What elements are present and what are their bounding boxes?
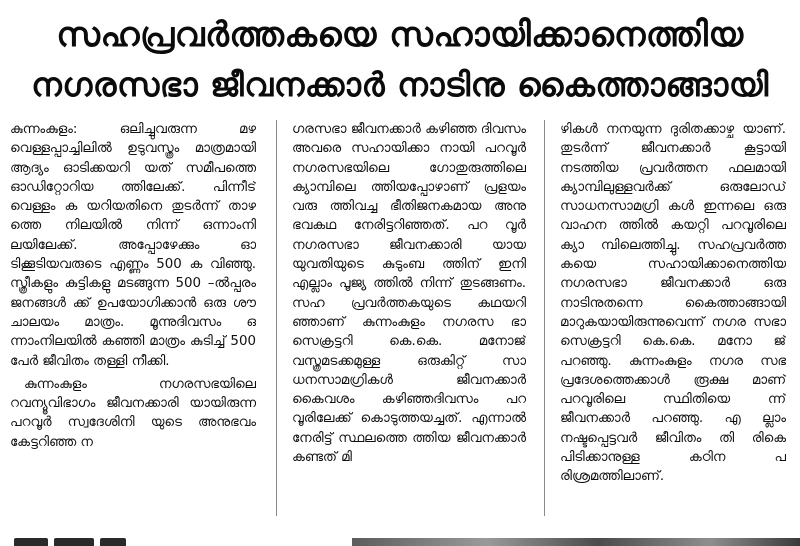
headline-line-1: സഹപ്രവർത്തകയെ സഹായിക്കാനെത്തിയ xyxy=(56,15,744,55)
article-column-2 xyxy=(292,120,526,520)
article-body xyxy=(10,120,786,520)
paragraph: കുന്നംകുളം: ഒലിച്ചുവരുന്ന മഴ വെള്ളപ്പാച്ചിലിൽ ഉടുവസ്ത്രം മാത്രമായി ആദ്യം ഓടിക്കയറി യത് സമീപത്തെ ഓഡിറ്റോറിയ ത്തിലേക്ക്. പിന്നീട് വെള്ളം ക യറിയതിനെ തുടർന്ന് താഴ ത്തെ നിലയിൽ നിന്ന് ഒന്നാംനി ലയിലേക്ക്. അപ്പോഴേക്കും ഓ ടിക്കൂടിയവരുടെ എണ്ണം 500 ക വിഞ്ഞു. സ്ത്രീകളും കുട്ടികളു മടങ്ങുന്ന 500 –ൽപ്പരം ജനങ്ങൾ ക്ക് ഉപയോഗിക്കാൻ ഒരു ശൗ ചാലയം മാത്രം. മൂന്നുദിവസം ഒ ന്നാംനിലയിൽ കഞ്ഞി മാത്രം കുടിച്ച് 500 പേർ ജീവിതം തള്ളി നീക്കി. xyxy=(10,122,256,369)
cropped-photo-edge xyxy=(352,538,800,546)
cropped-heading-fragment xyxy=(14,532,164,546)
paragraph: ഴികൾ നനയുന്ന ദുരിതക്കാഴ്ച യാണ്. തുടർന്ന് ജീവനക്കാർ കൂട്ടായി നടത്തിയ പ്രവർത്തന ഫലമായി ക്യാമ്പിലുള്ളവർക്ക് ഒരുലോഡ് സാധനസാമഗ്രി കൾ ഇന്നലെ ഒരു വാഹന ത്തിൽ കയറ്റി പറവൂരിലെ ക്യാ മ്പിലെത്തിച്ചു. സഹപ്രവർത്ത കയെ സഹായിക്കാനെത്തിയ നഗരസഭാ ജീവനക്കാർ ഒരു നാടിനുതന്നെ കൈത്താങ്ങായി മാറുകയായിരുന്നുവെന്ന് നഗര സഭാ സെക്രട്ടറി കെ.കെ. മനോ ജ് പറഞ്ഞു. കുന്നംകുളം നഗര സഭ പ്രദേശത്തെക്കാൾ രൂക്ഷ മാണ് പറവൂരിലെ സ്ഥിതിയെ ന്ന് ജീവനക്കാർ പറഞ്ഞു. എ ല്ലാം നഷ്ടപ്പെട്ടവർ ജീവിതം തി രികെ പിടിക്കാനുള്ള കഠിന പ രിശ്രമത്തിലാണ്. xyxy=(560,122,786,485)
article-column-1 xyxy=(10,120,256,520)
column-divider xyxy=(276,120,277,516)
headline xyxy=(10,10,790,114)
paragraph: ഗരസഭാ ജീവനക്കാർ കഴിഞ്ഞ ദിവസം അവരെ സഹായിക്കാ നായി പറവൂർ നഗരസഭയിലെ ഗോതുരുത്തിലെ ക്യാമ്പിലെ ത്തിയപ്പോഴാണ് പ്രളയം വരു ത്തിവച്ച ഭീതിജനകമായ അനു ഭവകഥ നേരിട്ടറിഞ്ഞത്. പറ വൂർ നഗരസഭാ ജീവനക്കാരി യായ യുവതിയുടെ കുടുംബ ത്തിന് ഇനി എല്ലാം പൂജ്യ ത്തിൽ നിന്ന് തുടങ്ങണം. സഹ പ്രവർത്തകയുടെ കഥയറി ഞ്ഞാണ് കുന്നംകുളം നഗരസ ഭാ സെക്രട്ടറി കെ.കെ. മനോജ് വസ്ത്രമടക്കമുള്ള ഒരുകിറ്റ് സാ ധനസാമഗ്രികൾ ജീവനക്കാർ കൈവശം കഴിഞ്ഞദിവസം പറ വൂരിലേക്ക് കൊടുത്തയച്ചത്. എന്നാൽ നേരിട്ട് സ്ഥലത്തെ ത്തിയ ജീവനക്കാർ കണ്ടത് മി xyxy=(292,122,526,466)
column-divider xyxy=(544,120,545,516)
article-column-3 xyxy=(560,120,786,520)
headline-line-2: നഗരസഭാ ജീവനക്കാർ നാടിനു കൈത്താങ്ങായി xyxy=(31,65,769,104)
next-article-edge xyxy=(0,528,800,546)
paragraph: കുന്നംകുളം നഗരസഭയിലെ റവന്യൂവിഭാഗം ജീവനക്കാരി യായിരുന്ന പറവൂർ സ്വദേശിനി യുടെ അനുഭവം കേട്ടറിഞ്ഞ ന xyxy=(10,376,256,450)
